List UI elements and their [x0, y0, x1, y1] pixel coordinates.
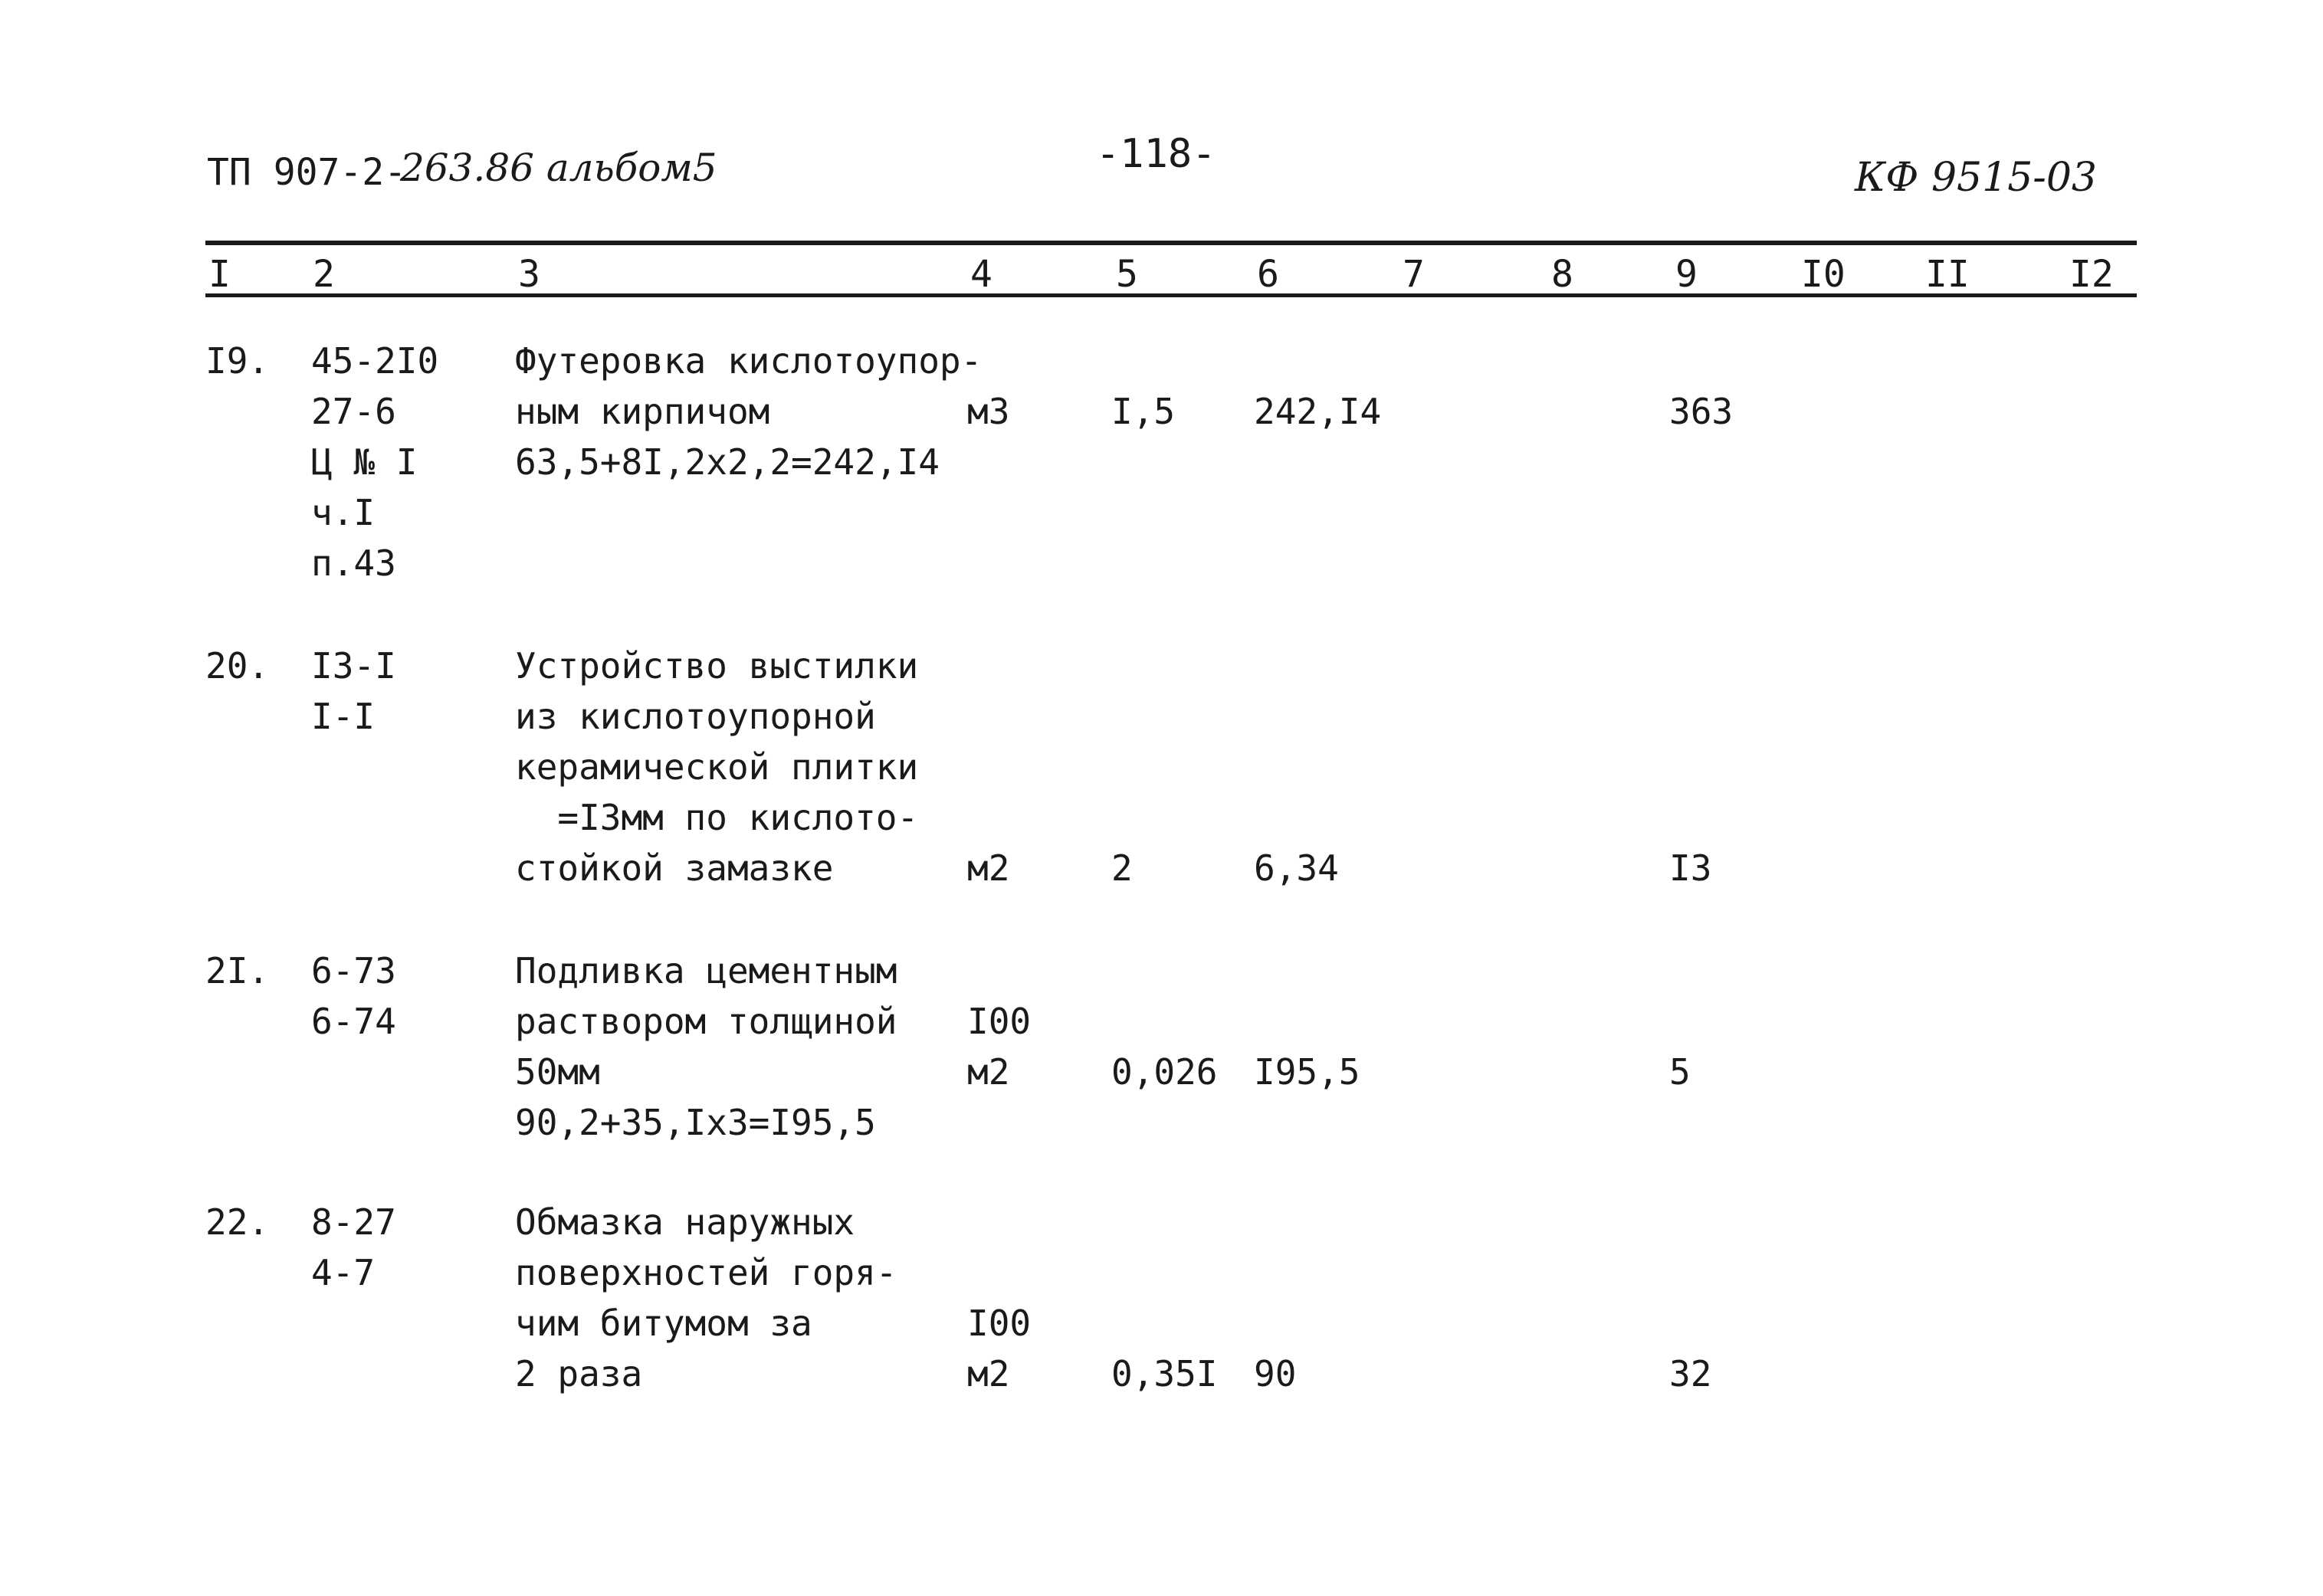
column-heading: 7: [1403, 253, 1425, 296]
row-total: 32: [1669, 1353, 1712, 1394]
row-description-line: 90,2+35,Ix3=I95,5: [515, 1102, 876, 1143]
row-price: 90: [1254, 1353, 1297, 1394]
row-total: 363: [1669, 391, 1734, 432]
row-description-line: чим битумом за: [515, 1303, 812, 1344]
row-code-line: Ц № I: [311, 441, 418, 483]
row-code-line: 45-2I0: [311, 340, 439, 382]
column-heading: 3: [518, 253, 540, 296]
row-price: I95,5: [1254, 1051, 1360, 1093]
row-description-line: стойкой замазке: [515, 847, 834, 889]
column-heading: 2: [313, 253, 335, 296]
row-quantity: I,5: [1111, 391, 1176, 432]
header-top-rule: [205, 241, 2137, 245]
column-heading: 9: [1675, 253, 1698, 296]
column-heading: II: [1925, 253, 1970, 296]
column-heading: 4: [970, 253, 993, 296]
row-code-line: ч.I: [311, 492, 376, 533]
column-heading: 5: [1116, 253, 1138, 296]
sheet-code: КФ 9515-03: [1855, 155, 2098, 201]
row-description-line: =I3мм по кислото-: [515, 797, 919, 838]
row-price: 242,I4: [1254, 391, 1382, 432]
doc-code-handwritten: 263.86 альбом5: [400, 146, 717, 190]
row-quantity: 2: [1111, 847, 1133, 889]
column-heading: 8: [1551, 253, 1573, 296]
row-unit: м2: [967, 1051, 1010, 1093]
row-unit: I00: [967, 1303, 1032, 1344]
row-description-line: Устройство выстилки: [515, 645, 919, 687]
row-code-line: I-I: [311, 696, 376, 737]
column-heading: I2: [2069, 253, 2114, 296]
row-number: 20.: [205, 645, 270, 687]
row-number: 22.: [205, 1201, 270, 1243]
row-description-line: из кислотоупорной: [515, 696, 876, 737]
row-code-line: 8-27: [311, 1201, 396, 1243]
column-heading: 6: [1257, 253, 1279, 296]
row-code-line: 6-74: [311, 1001, 396, 1042]
row-description-line: ным кирпичом: [515, 391, 770, 432]
row-number: 2I.: [205, 950, 270, 991]
column-heading: I: [208, 253, 231, 296]
row-code-line: 27-6: [311, 391, 396, 432]
row-unit: м2: [967, 1353, 1010, 1394]
row-description-line: 63,5+8I,2x2,2=242,I4: [515, 441, 940, 483]
row-total: I3: [1669, 847, 1712, 889]
row-description-line: Обмазка наружных: [515, 1201, 855, 1243]
row-description-line: 50мм: [515, 1051, 600, 1093]
row-code-line: 6-73: [311, 950, 396, 991]
row-unit: м2: [967, 847, 1010, 889]
row-description-line: керамической плитки: [515, 746, 919, 788]
row-description-line: поверхностей горя-: [515, 1252, 897, 1293]
row-unit: I00: [967, 1001, 1032, 1042]
row-quantity: 0,026: [1111, 1051, 1218, 1093]
row-code-line: 4-7: [311, 1252, 376, 1293]
row-total: 5: [1669, 1051, 1691, 1093]
row-code-line: I3-I: [311, 645, 396, 687]
doc-code-typed: ТП 907-2-: [207, 151, 407, 194]
column-heading: I0: [1801, 253, 1846, 296]
row-price: 6,34: [1254, 847, 1339, 889]
header-bottom-rule: [205, 293, 2137, 297]
row-description-line: Подливка цементным: [515, 950, 897, 991]
row-number: I9.: [205, 340, 270, 382]
page-number: -118-: [1096, 131, 1216, 177]
row-description-line: раствором толщиной: [515, 1001, 897, 1042]
row-code-line: п.43: [311, 542, 396, 584]
row-unit: м3: [967, 391, 1010, 432]
row-quantity: 0,35I: [1111, 1353, 1218, 1394]
row-description-line: 2 раза: [515, 1353, 643, 1394]
row-description-line: Футеровка кислотоупор-: [515, 340, 983, 382]
